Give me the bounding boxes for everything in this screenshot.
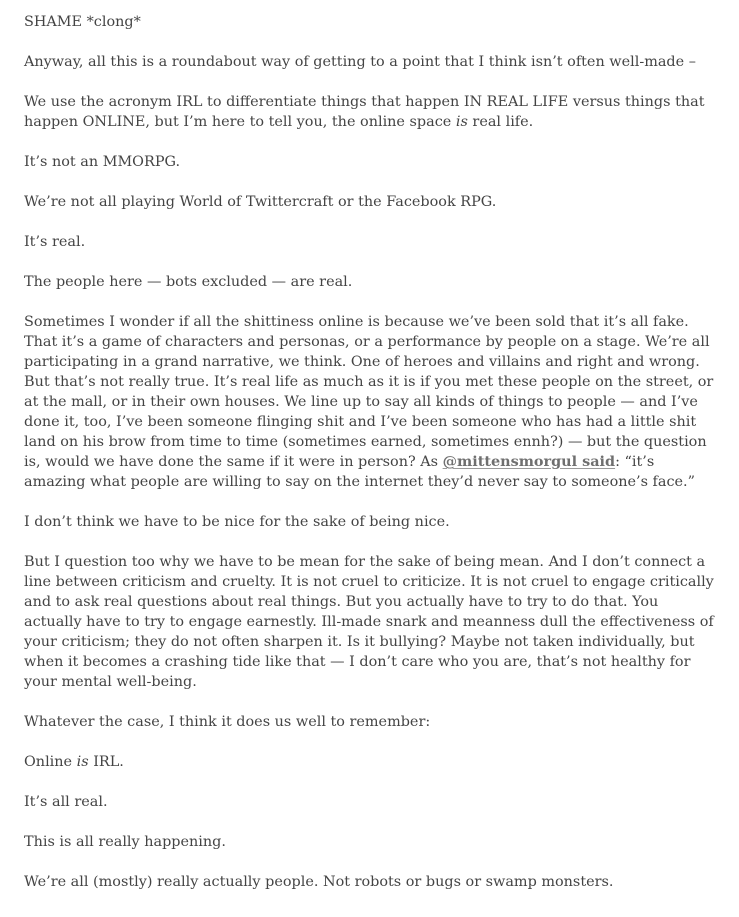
emphasis-is-2: is (76, 754, 89, 770)
paragraph-all-real: It’s all real. (24, 794, 108, 810)
paragraph-irl-acronym (24, 92, 719, 132)
paragraph-not-playing: We’re not all playing World of Twittercraft or the Facebook RPG. (24, 194, 497, 210)
paragraph-shittiness-quote: : “it’s amazing what people are willing to say on the internet they’d never say to someone’s face.” (24, 454, 695, 490)
paragraph-happening: This is all really happening. (24, 834, 226, 850)
emphasis-is: is (455, 114, 468, 130)
paragraph-not-mmorpg: It’s not an MMORPG. (24, 154, 181, 170)
paragraph-intro: Anyway, all this is a roundabout way of getting to a point that I think isn’t often well-made – (24, 54, 696, 70)
paragraph-online-irl-end: IRL. (88, 754, 124, 770)
paragraph-irl-acronym-text: We use the acronym IRL to differentiate things that happen IN REAL LIFE versus things that happen ONLINE, but I’m here to tell you, the online space (24, 94, 705, 130)
paragraph-online-irl-start: Online (24, 754, 77, 770)
paragraph-remember: Whatever the case, I think it does us well to remember: (24, 714, 431, 730)
paragraph-people-real: The people here — bots excluded — are real. (24, 274, 353, 290)
paragraph-irl-acronym-end: real life. (467, 114, 534, 130)
paragraph-shittiness-text: Sometimes I wonder if all the shittiness online is because we’ve been sold that it’s all fake. That it’s a game of characters and personas, or a performance by people on a stage. We’re all participating in a grand narrative, we think. One of heroes and villains and right and wrong. But that’s not really true. It’s real life as much as it is if you met these people on the street, or at the mall, or in their own houses. We line up to say all kinds of things to people — and I’ve done it, too, I’ve been someone flinging shit and I’ve been someone who has had a little shit land on his brow from time to time (sometimes earned, sometimes ennh?) — but the question is, would we have done the same if it were in person? As (24, 314, 714, 470)
paragraph-shittiness (24, 312, 719, 492)
paragraph-people: We’re all (mostly) really actually people. Not robots or bugs or swamp monsters. (24, 874, 614, 890)
mittensmorgul-link[interactable]: @mittensmorgul said (442, 453, 616, 470)
paragraph-criticism: But I question too why we have to be mean for the sake of being mean. And I don’t connect a line between criticism and cruelty. It is not cruel to criticize. It is not cruel to engage critically and to ask real questions about real things. But you actually have to try to do that. You actually have to try to engage earnestly. Ill-made snark and meanness dull the effectiveness of your criticism; they do not often sharpen it. Is it bullying? Maybe not taken individually, but when it becomes a crashing tide like that — I don’t care who you are, that’s not healthy for your mental well-being. (24, 554, 714, 690)
paragraph-shame: SHAME *clong* (24, 14, 141, 30)
paragraph-be-nice: I don’t think we have to be nice for the sake of being nice. (24, 514, 450, 530)
paragraph-online-irl (24, 752, 719, 772)
paragraph-its-real: It’s real. (24, 234, 86, 250)
